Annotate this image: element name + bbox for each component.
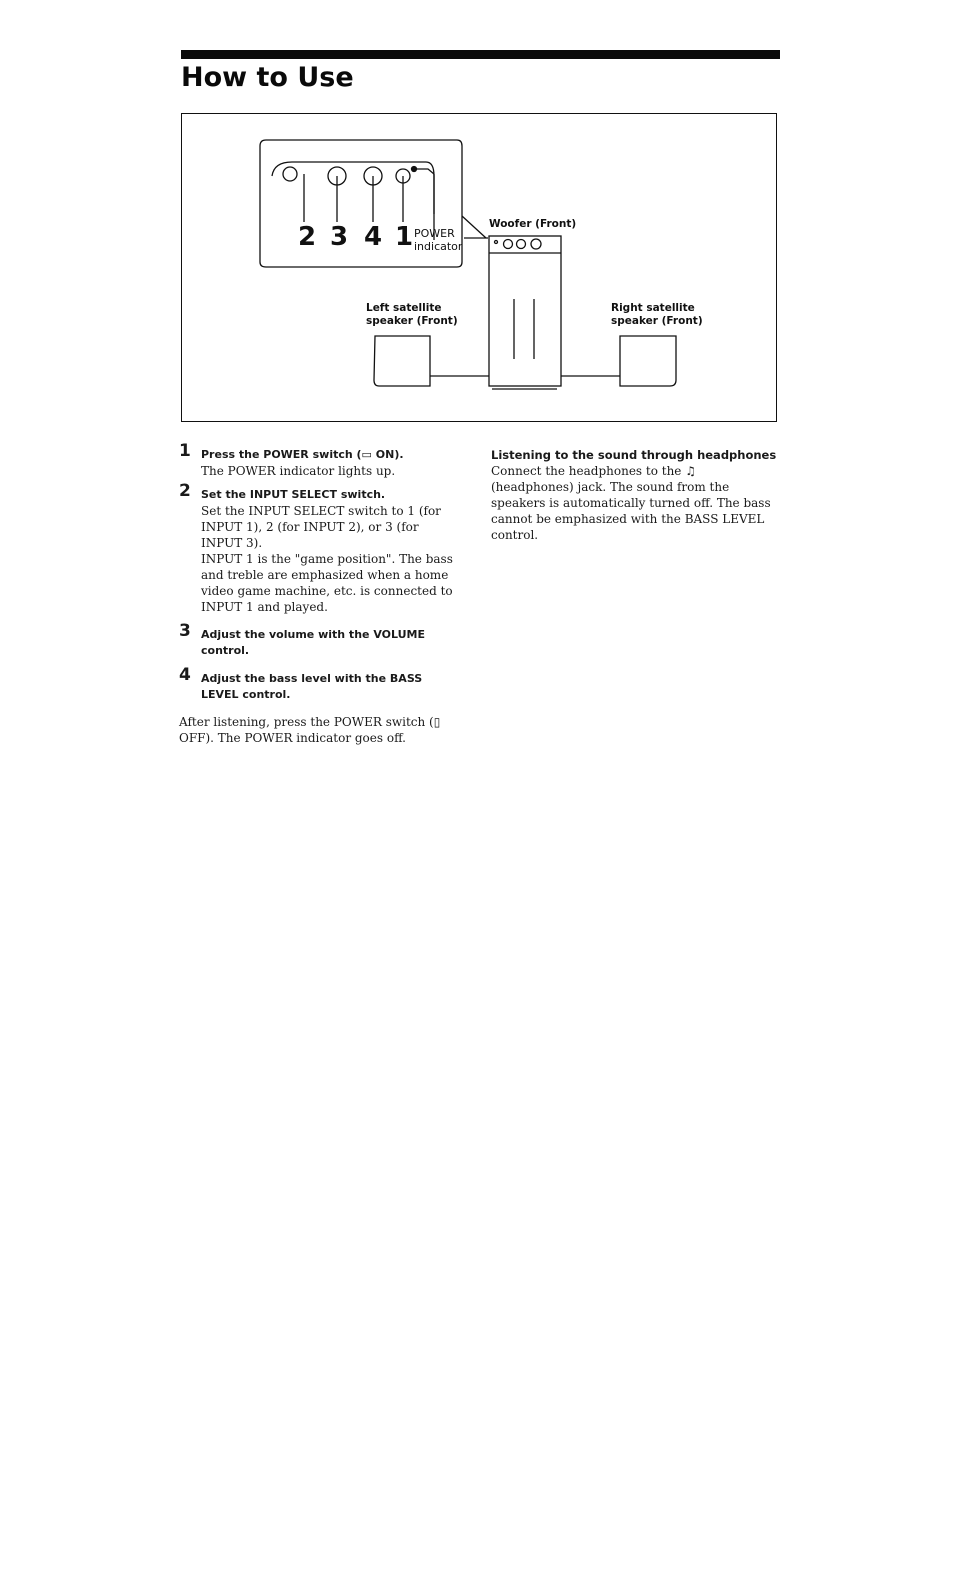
step-number: 1 bbox=[179, 441, 191, 461]
step-heading: Set the INPUT SELECT switch. bbox=[201, 488, 386, 501]
step-3 bbox=[179, 621, 463, 659]
headphones-text: Connect the headphones to the ♫ (headphones) jack. The sound from the speakers is automatically turned off. The bass cannot be emphasized with the BASS LEVEL control. bbox=[491, 464, 771, 542]
headphones-heading: Listening to the sound through headphones bbox=[491, 448, 777, 462]
right-satellite bbox=[620, 336, 676, 386]
step-heading: Adjust the volume with the VOLUME control. bbox=[201, 628, 425, 657]
step-number: 4 bbox=[179, 665, 191, 685]
step-number: 2 bbox=[179, 481, 191, 501]
left-satellite bbox=[374, 336, 430, 386]
step-text: The POWER indicator lights up. bbox=[201, 464, 396, 478]
power-indicator-label: POWER indicator bbox=[414, 227, 463, 253]
diagram-drawing bbox=[182, 114, 778, 423]
step-1 bbox=[179, 441, 463, 479]
speaker-diagram bbox=[181, 113, 777, 422]
right-satellite-label: Right satellite speaker (Front) bbox=[611, 302, 703, 327]
left-satellite-label: Left satellite speaker (Front) bbox=[366, 302, 458, 327]
woofer-label: Woofer (Front) bbox=[489, 218, 577, 230]
step-number: 3 bbox=[179, 621, 191, 641]
steps-column bbox=[179, 441, 463, 711]
callout-number-3: 3 bbox=[330, 222, 349, 252]
headphones-section bbox=[491, 447, 781, 543]
input-select-knob bbox=[283, 167, 297, 181]
callout-number-1: 1 bbox=[395, 222, 414, 252]
step-heading: Adjust the bass level with the BASS LEVEL control. bbox=[201, 672, 423, 701]
step-text: INPUT 1 is the "game position". The bass and treble are emphasized when a home video game machine, etc. is connected to INPUT 1 and played. bbox=[201, 552, 453, 614]
page-title: How to Use bbox=[181, 62, 354, 93]
step-4 bbox=[179, 665, 463, 703]
after-listening-text: After listening, press the POWER switch (▯ OFF). The POWER indicator goes off. bbox=[179, 715, 441, 745]
step-heading: Press the POWER switch (▭ ON). bbox=[201, 448, 404, 461]
callout-number-4: 4 bbox=[364, 222, 383, 252]
callout-number-2: 2 bbox=[298, 222, 317, 252]
woofer-cabinet bbox=[489, 236, 561, 386]
top-rule bbox=[181, 50, 780, 59]
step-text: Set the INPUT SELECT switch to 1 (for INPUT 1), 2 (for INPUT 2), or 3 (for INPUT 3). bbox=[201, 504, 441, 550]
step-2 bbox=[179, 481, 463, 615]
